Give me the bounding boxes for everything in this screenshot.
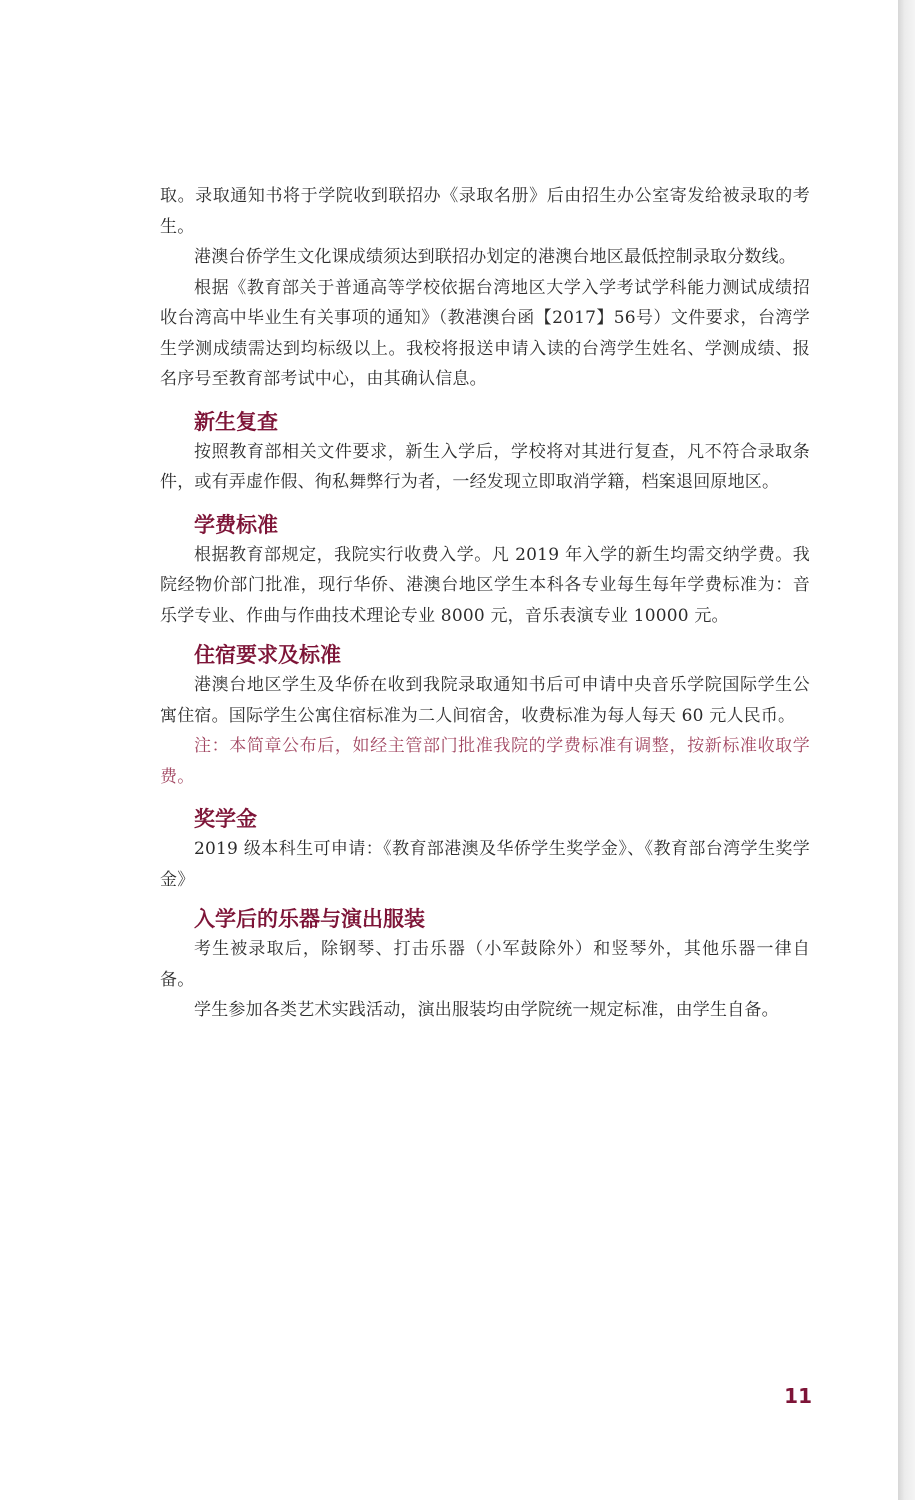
intro-paragraph-1: 取。录取通知书将于学院收到联招办《录取名册》后由招生办公室寄发给被录取的考生。 [160,186,810,237]
page-edge-shadow [898,0,915,1500]
section-heading-tuition: 学费标准 [194,512,278,537]
intro-paragraph-3: 根据《教育部关于普通高等学校依据台湾地区大学入学考试学科能力测试成绩招收台湾高中毕业生有关事项的通知》（教港澳台函【2017】56号）文件要求，台湾学生学测成绩需达到均标级以上。我校将报送申请入读的台湾学生姓名、学测成绩、报名序号至教育部考试中心，由其确认信息。 [160,277,810,389]
section-heading-instruments: 入学后的乐器与演出服装 [194,907,425,931]
section-text-review: 按照教育部相关文件要求，新生入学后，学校将对其进行复查，凡不符合录取条件，或有弄虚作假、徇私舞弊行为者，一经发现立即取消学籍，档案退回原地区。 [160,441,810,492]
intro-paragraph-2: 港澳台侨学生文化课成绩须达到联招办划定的港澳台地区最低控制录取分数线。 [194,247,796,267]
section-heading-review: 新生复查 [194,409,278,434]
tuition-adjustment-note: 注：本简章公布后，如经主管部门批准我院的学费标准有调整，按新标准收取学费。 [160,736,810,787]
page-number: 11 [784,1384,812,1408]
section-text-tuition: 根据教育部规定，我院实行收费入学。凡 2019 年入学的新生均需交纳学费。我院经物价部门批准，现行华侨、港澳台地区学生本科各专业每生每年学费标准为：音乐学专业、作曲与作曲技术理论专业 8000 元，音乐表演专业 10000 元。 [160,544,810,626]
section-text-scholarship: 2019 级本科生可申请：《教育部港澳及华侨学生奖学金》、《教育部台湾学生奖学金》 [160,839,810,890]
section-heading-scholarship: 奖学金 [194,807,257,831]
section-text-housing: 港澳台地区学生及华侨在收到我院录取通知书后可申请中央音乐学院国际学生公寓住宿。国际学生公寓住宿标准为二人间宿舍，收费标准为每人每天 60 元人民币。 [160,675,810,726]
section-heading-housing: 住宿要求及标准 [194,643,341,667]
page-content [160,181,810,1026]
section-text-instruments-line-2: 学生参加各类艺术实践活动，演出服装均由学院统一规定标准，由学生自备。 [194,1000,779,1020]
section-text-instruments-line-1: 考生被录取后，除钢琴、打击乐器（小军鼓除外）和竖琴外，其他乐器一律自备。 [160,939,810,990]
